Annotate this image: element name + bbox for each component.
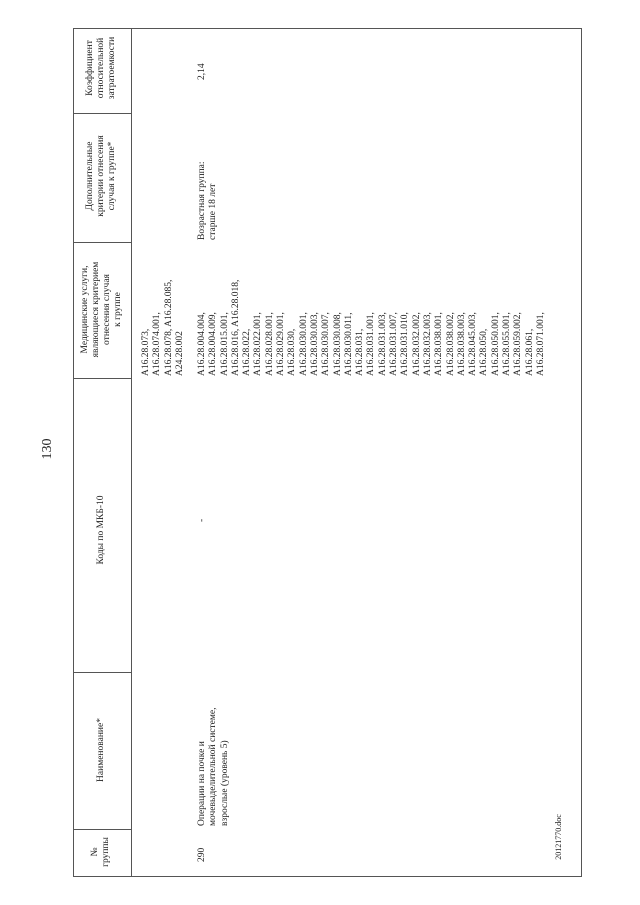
- footer-filename: 20121770.doc: [554, 814, 563, 860]
- header-coefficient: Коэффициент относительной затратоемкости: [85, 36, 117, 100]
- row-290-coefficient: 2,14: [197, 63, 207, 80]
- header-med-services: Медицинские услуги, являющиеся критерием отнесения случая к группе: [80, 261, 123, 358]
- header-extra-criteria: Дополнительные критерии отнесения случая к группе*: [85, 135, 117, 217]
- row-290-mkb-codes: -: [197, 518, 207, 522]
- table-header-divider: [131, 28, 132, 876]
- table-border-bottom: [73, 876, 582, 877]
- row-290-name: Операции на почке и мочевыделительной системе, взрослые (уровень 5): [197, 707, 230, 826]
- col-divider-coef: [73, 113, 131, 114]
- row-290-extra-criteria: Возрастная группа: старше 18 лет: [197, 161, 219, 240]
- page-number: 130: [40, 438, 55, 460]
- row-290-med-services: A16.28.004.004, A16.28.004.009, A16.28.015.001, A16.28.016, A16.28.018, A16.28.022, A16.28.022.001, A16.28.028.001, A16.28.029.001, A16.28.030, A16.28.030.001, A16.28.030.003, A16.28.030.007, A16.28.030.008, A16.28.030.011, A16.28.031, A16.28.031.001, A16.28.031.003, A16.28.031.007, A16.28.031.010, A16.28.032.002, A16.28.032.003, A16.28.038.001, A16.28.038.002, A16.28.038.003, A16.28.045.003, A16.28.050, A16.28.050.001, A16.28.055.001, A16.28.059.002, A16.28.061, A16.28.071.001,: [197, 279, 546, 376]
- header-group-no: № группы: [90, 837, 111, 867]
- col-divider-mkb: [73, 672, 131, 673]
- table-border-left: [73, 28, 74, 876]
- row-290-group-no: 290: [197, 847, 207, 862]
- col-divider-name: [73, 829, 131, 830]
- col-divider-services: [73, 378, 131, 379]
- header-mkb-codes: Коды по МКБ-10: [96, 495, 106, 565]
- col-divider-extra: [73, 242, 131, 243]
- continuation-med-services: A16.28.073, A16.28.074.001, A16.28.078, A16.28.085, A24.28.002: [141, 279, 185, 376]
- header-name: Наименование*: [96, 718, 106, 782]
- table-border-right: [581, 28, 582, 876]
- table-border-top: [73, 28, 582, 29]
